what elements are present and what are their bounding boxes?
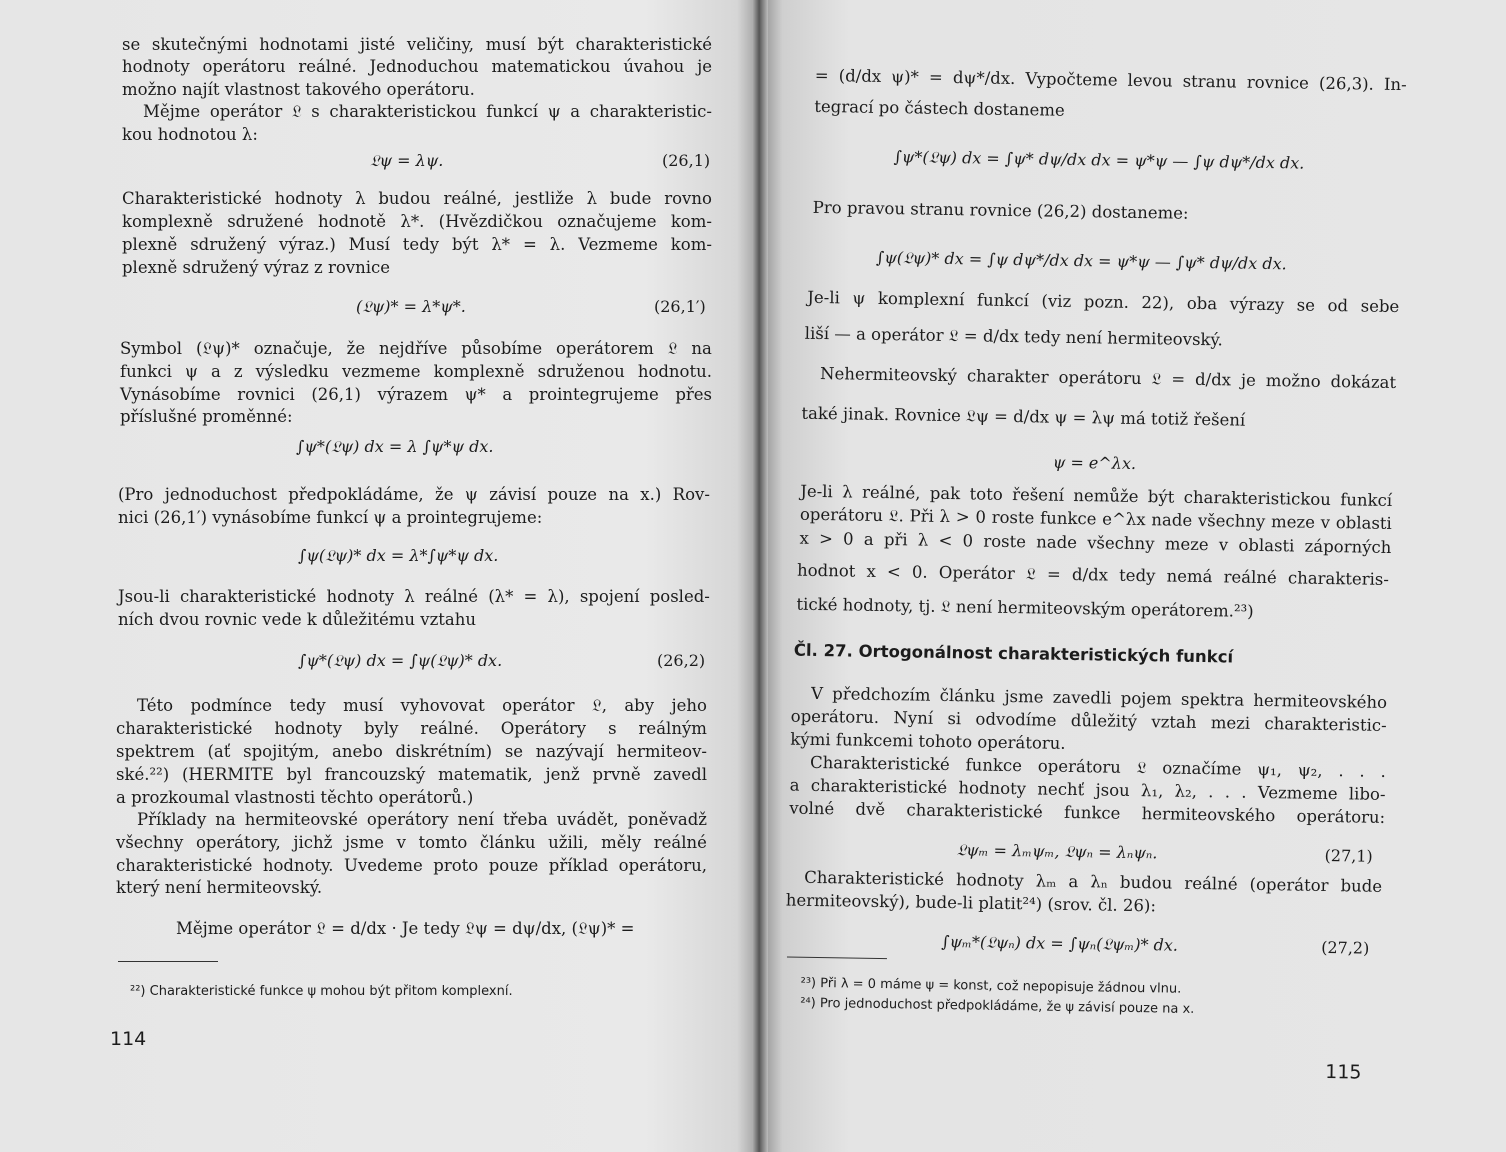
equation-solution: ψ = e^λx. — [1052, 452, 1137, 473]
text-line: V předchozím článku jsme zavedli pojem spektra hermiteovského — [810, 683, 1388, 712]
footnote-rule — [118, 961, 218, 962]
text-line: a charakteristické hodnoty nechť jsou λ₁, λ₂, . . . Vezmeme libo- — [789, 775, 1386, 804]
text-line: hodnoty operátoru reálné. Jednoduchou matematickou úvahou je — [122, 57, 712, 76]
text-line: = (d/dx ψ)* = dψ*/dx. Vypočteme levou stranu rovnice (26,3). In- — [814, 65, 1407, 95]
footnote-rule — [787, 957, 887, 960]
text-line: tické hodnoty, tj. 𝔏 není hermiteovským operátorem.²³) — [796, 594, 1254, 621]
text-line: ské.²²) (HERMITE byl francouzský matematik, jenž prvně zavedl — [116, 765, 707, 784]
text-line: Charakteristické hodnoty λₘ a λₙ budou reálné (operátor bude — [804, 867, 1383, 896]
equation-number: (27,1) — [1324, 845, 1373, 866]
text-line: kými funkcemi tohoto operátoru. — [790, 729, 1066, 753]
text-line: kou hodnotou λ: — [122, 125, 258, 144]
equation-26-1-prime: (𝔏ψ)* = λ*ψ*. — [356, 297, 466, 316]
text-line-last: Mějme operátor 𝔏 = d/dx · Je tedy 𝔏ψ = dψ/dx, (𝔏ψ)* = — [176, 919, 635, 938]
equation-number: (26,1) — [662, 151, 711, 170]
section-heading: Čl. 27. Ortogonálnost charakteristických funkcí — [793, 640, 1234, 667]
text-line: Je-li ψ komplexní funkcí (viz pozn. 22), oba výrazy se od sebe — [807, 287, 1400, 317]
text-line: plexně sdružený výraz.) Musí tedy být λ* = λ. Vezmeme kom- — [122, 235, 712, 254]
footnote-23: ²³) Při λ = 0 máme ψ = konst, což nepopisuje žádnou vlnu. — [800, 975, 1182, 997]
text-line: všechny operátory, jichž jsme v tomto článku užili, měly reálné — [116, 833, 707, 852]
equation-number: (27,2) — [1321, 937, 1370, 958]
text-line: spektrem (ať spojitým, anebo diskrétním) se nazývají hermiteov- — [116, 742, 707, 761]
right-page — [760, 0, 1506, 1152]
text-line: tegrací po částech dostaneme — [814, 96, 1065, 120]
page-number-left: 114 — [110, 1028, 147, 1050]
equation-integration-by-parts: ∫ψ*(𝔏ψ) dx = ∫ψ* dψ/dx dx = ψ*ψ — ∫ψ dψ*/dx dx. — [893, 147, 1305, 173]
text-line: Jsou-li charakteristické hodnoty λ reálné (λ* = λ), spojení posled- — [118, 587, 710, 606]
text-line: možno najít vlastnost takového operátoru. — [122, 80, 475, 99]
text-line: hermiteovský), bude-li platit²⁴) (srov. čl. 26): — [785, 890, 1157, 916]
text-line: nici (26,1′) vynásobíme funkcí ψ a prointegrujeme: — [118, 508, 543, 527]
text-line: liší — a operátor 𝔏 = d/dx tedy není hermiteovský. — [804, 323, 1224, 350]
text-line: Mějme operátor 𝔏 s charakteristickou funkcí ψ a charakteristic- — [143, 102, 712, 121]
text-line: funkci ψ a z výsledku vezmeme komplexně sdruženou hodnotu. — [120, 362, 712, 381]
text-line: hodnot x < 0. Operátor 𝔏 = d/dx tedy nemá reálné charakteris- — [796, 560, 1390, 589]
text-line: Charakteristické hodnoty λ budou reálné, jestliže λ bude rovno — [122, 189, 712, 208]
text-line: charakteristické hodnoty byly reálné. Operátory s reálným — [116, 719, 707, 738]
text-line: a prozkoumal vlastnosti těchto operátorů.) — [116, 788, 474, 807]
text-line: Příklady na hermiteovské operátory není třeba uvádět, poněvadž — [137, 810, 707, 829]
equation-integral-1: ∫ψ*(𝔏ψ) dx = λ ∫ψ*ψ dx. — [296, 437, 494, 456]
text-line: Symbol (𝔏ψ)* označuje, že nejdříve působíme operátorem 𝔏 na — [120, 339, 712, 358]
text-line: příslušné proměnné: — [120, 407, 293, 426]
footnote-22: ²²) Charakteristické funkce ψ mohou být přitom komplexní. — [130, 984, 513, 999]
text-line: charakteristické hodnoty. Uvedeme proto pouze příklad operátoru, — [116, 856, 707, 875]
text-line: se skutečnými hodnotami jisté veličiny, musí být charakteristické — [122, 35, 712, 54]
equation-number: (26,2) — [657, 651, 706, 670]
equation-26-2: ∫ψ*(𝔏ψ) dx = ∫ψ(𝔏ψ)* dx. — [298, 651, 503, 670]
text-line: ních dvou rovnic vede k důležitému vztahu — [118, 610, 476, 629]
text-line: plexně sdružený výraz z rovnice — [122, 258, 391, 277]
text-line: Pro pravou stranu rovnice (26,2) dostaneme: — [812, 197, 1189, 223]
equation-27-2: ∫ψₘ*(𝔏ψₙ) dx = ∫ψₙ(𝔏ψₘ)* dx. — [941, 931, 1179, 955]
text-line: Je-li λ reálné, pak toto řešení nemůže být charakteristickou funkcí — [800, 481, 1393, 510]
text-line: x > 0 a při λ < 0 roste nade všechny meze v oblasti záporných — [799, 528, 1392, 557]
page-number-right: 115 — [1325, 1061, 1362, 1084]
text-line: také jinak. Rovnice 𝔏ψ = d/dx ψ = λψ má totiž řešení — [801, 403, 1246, 430]
book-spine — [752, 0, 768, 1152]
equation-number: (26,1′) — [654, 297, 706, 316]
equation-27-1: 𝔏ψₘ = λₘψₘ, 𝔏ψₙ = λₙψₙ. — [956, 840, 1158, 863]
text-line: operátoru 𝔏. Při λ > 0 roste funkce e^λx nade všechny meze v oblasti — [799, 504, 1392, 533]
text-line: Charakteristické funkce operátoru 𝔏 označíme ψ₁, ψ₂, . . . — [809, 752, 1386, 781]
text-line: operátoru. Nyní si odvodíme důležitý vztah mezi charakteristic- — [790, 706, 1387, 735]
text-line: (Pro jednoduchost předpokládáme, že ψ závisí pouze na x.) Rov- — [118, 485, 710, 504]
equation-integral-2: ∫ψ(𝔏ψ)* dx = λ*∫ψ*ψ dx. — [298, 546, 499, 565]
text-line: komplexně sdružené hodnotě λ*. (Hvězdičkou označujeme kom- — [122, 212, 712, 231]
text-line: Vynásobíme rovnici (26,1) výrazem ψ* a prointegrujeme přes — [120, 385, 712, 404]
equation-26-1: 𝔏ψ = λψ. — [370, 151, 444, 170]
text-line: Této podmínce tedy musí vyhovovat operátor 𝔏, aby jeho — [137, 696, 707, 715]
footnote-24: ²⁴) Pro jednoduchost předpokládáme, že ψ závisí pouze na x. — [800, 995, 1195, 1017]
text-line: který není hermiteovský. — [116, 878, 323, 897]
text-line: Nehermiteovský charakter operátoru 𝔏 = d/dx je možno dokázat — [819, 363, 1397, 393]
equation-right-side: ∫ψ(𝔏ψ)* dx = ∫ψ dψ*/dx dx = ψ*ψ — ∫ψ* dψ/dx dx. — [875, 247, 1287, 274]
text-line: volné dvě charakteristické funkce hermiteovského operátoru: — [789, 798, 1386, 827]
